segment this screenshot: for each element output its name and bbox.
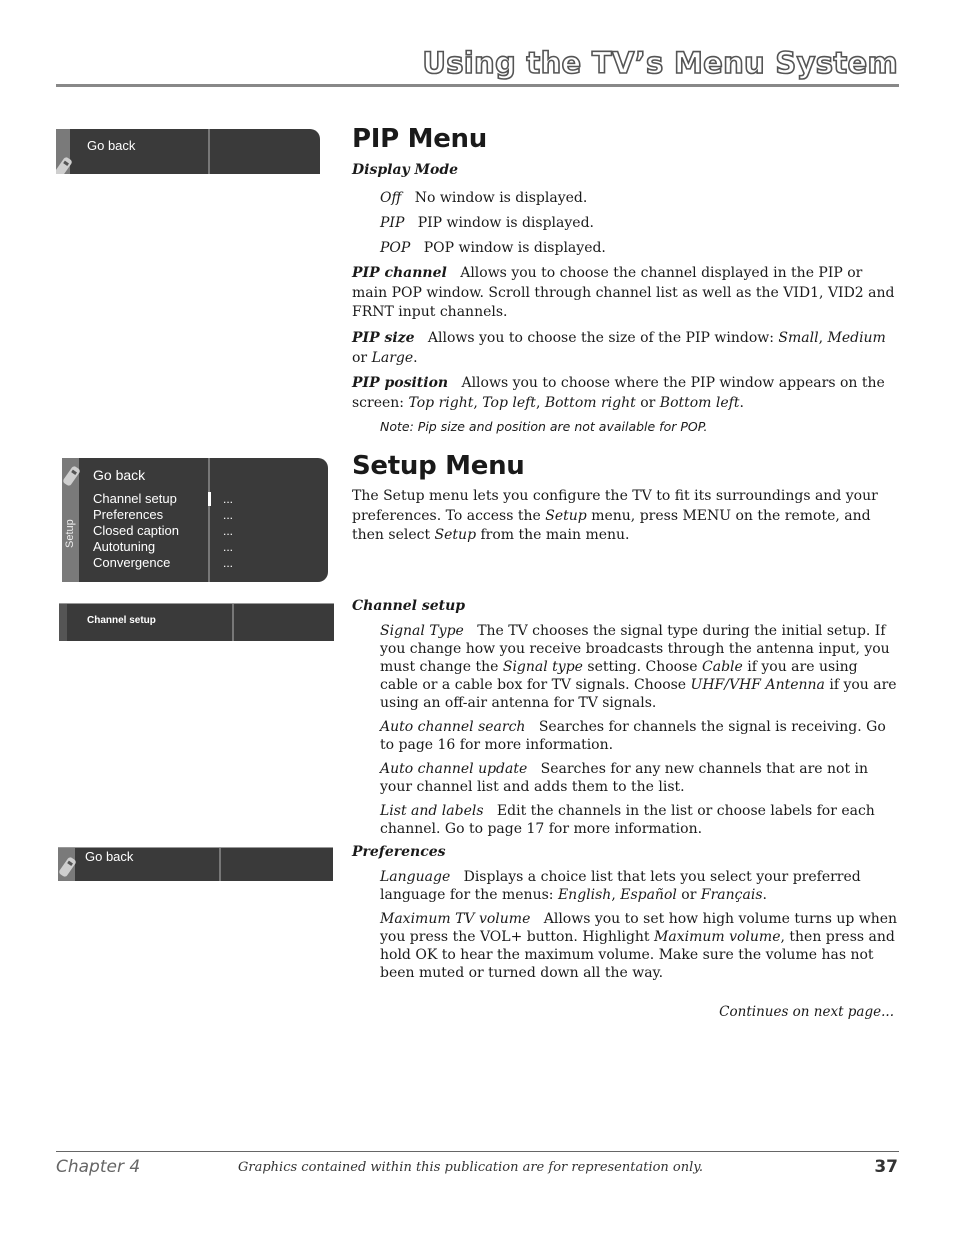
menu-item-closed-caption: Closed caption (93, 523, 179, 538)
menu-item-go-back: Go back (93, 467, 146, 483)
setup-side-label: Setup (64, 519, 76, 548)
menu-dots: ... (223, 508, 234, 522)
mode-pip: PIP PIP window is displayed. (380, 215, 594, 231)
menu-divider (208, 458, 210, 582)
menu-item-channel-setup: Channel setup (93, 491, 177, 506)
menu-side-strip (59, 604, 67, 641)
mode-off: Off No window is displayed. (380, 190, 588, 206)
pip-note: Note: Pip size and position are not available for POP. (380, 419, 708, 434)
menu-item-go-back: Go back (85, 849, 134, 864)
menu-item-preferences: Preferences (93, 507, 164, 522)
menu-dots: ... (223, 556, 234, 570)
menu-dots: ... (223, 492, 234, 506)
auto-channel-search-paragraph: Auto channel search Searches for channels the signal is receiving. Go to page 16 for more information. (380, 719, 886, 753)
pip-size-paragraph: PIP size Allows you to choose the size of the PIP window: Small, Medium or Large. (352, 330, 886, 366)
language-paragraph: Language Displays a choice list that lets you select your preferred language for the menus: English, Español or Français. (380, 869, 861, 903)
signal-type-paragraph: Signal Type The TV chooses the signal type during the initial setup. If you change how you receive broadcasts through the antenna input, you must change the Signal type setting. Choose Cable if you are using cable or a cable box for TV signals. Choose UHF/VHF Antenna if you are using an off-air antenna for TV signals. (380, 623, 897, 711)
preferences-heading: Preferences (352, 844, 446, 860)
footer-rule (56, 1151, 899, 1152)
setup-menu-heading: Setup Menu (352, 451, 525, 481)
setup-intro-paragraph: The Setup menu lets you configure the TV to fit its surroundings and your preferences. To access the Setup menu, press MENU on the remote, and then select Setup from the main menu. (352, 488, 878, 543)
page-number: 37 (874, 1157, 898, 1177)
menu-item-autotuning: Autotuning (93, 539, 156, 554)
channel-setup-screenshot (59, 603, 334, 641)
pip-position-paragraph: PIP position Allows you to choose where the PIP window appears on the screen: Top right, Top left, Bottom right or Bottom left. (352, 375, 885, 411)
max-volume-paragraph: Maximum TV volume Allows you to set how high volume turns up when you press the VOL+ button. Highlight Maximum volume, then press and hold OK to hear the maximum volume. Make sure the volume has not been muted or turned down all the way. (380, 911, 898, 981)
menu-divider (232, 604, 234, 641)
menu-cursor (208, 492, 211, 506)
mode-pop: POP POP window is displayed. (380, 240, 606, 256)
pip-menu-screenshot (56, 129, 320, 174)
pip-channel-paragraph: PIP channel Allows you to choose the channel displayed in the PIP or main POP window. Scroll through channel list as well as the VID1, VID2 and FRNT input channels. (352, 265, 895, 320)
channel-setup-title: Channel setup (87, 615, 156, 626)
menu-dots: ... (223, 540, 234, 554)
menu-divider (219, 848, 221, 881)
menu-item-go-back: Go back (87, 138, 136, 153)
display-mode-label: Display Mode (352, 162, 459, 178)
setup-menu-screenshot (62, 458, 328, 582)
menu-divider (208, 129, 210, 174)
page-title: Using the TV’s Menu System (422, 46, 898, 80)
menu-item-convergence: Convergence (93, 555, 171, 570)
list-and-labels-paragraph: List and labels Edit the channels in the list or choose labels for each channel. Go to page 17 for more information. (380, 803, 875, 837)
footer-chapter: Chapter 4 (56, 1157, 141, 1177)
auto-channel-update-paragraph: Auto channel update Searches for any new channels that are not in your channel list and adds them to the list. (380, 761, 869, 795)
pip-menu-heading: PIP Menu (352, 124, 487, 154)
channel-setup-heading: Channel setup (352, 598, 466, 614)
footer-note: Graphics contained within this publication are for representation only. (238, 1160, 704, 1175)
continues-next-page: Continues on next page... (719, 1004, 894, 1020)
title-rule (56, 84, 899, 87)
menu-dots: ... (223, 524, 234, 538)
preferences-screenshot (58, 847, 333, 881)
